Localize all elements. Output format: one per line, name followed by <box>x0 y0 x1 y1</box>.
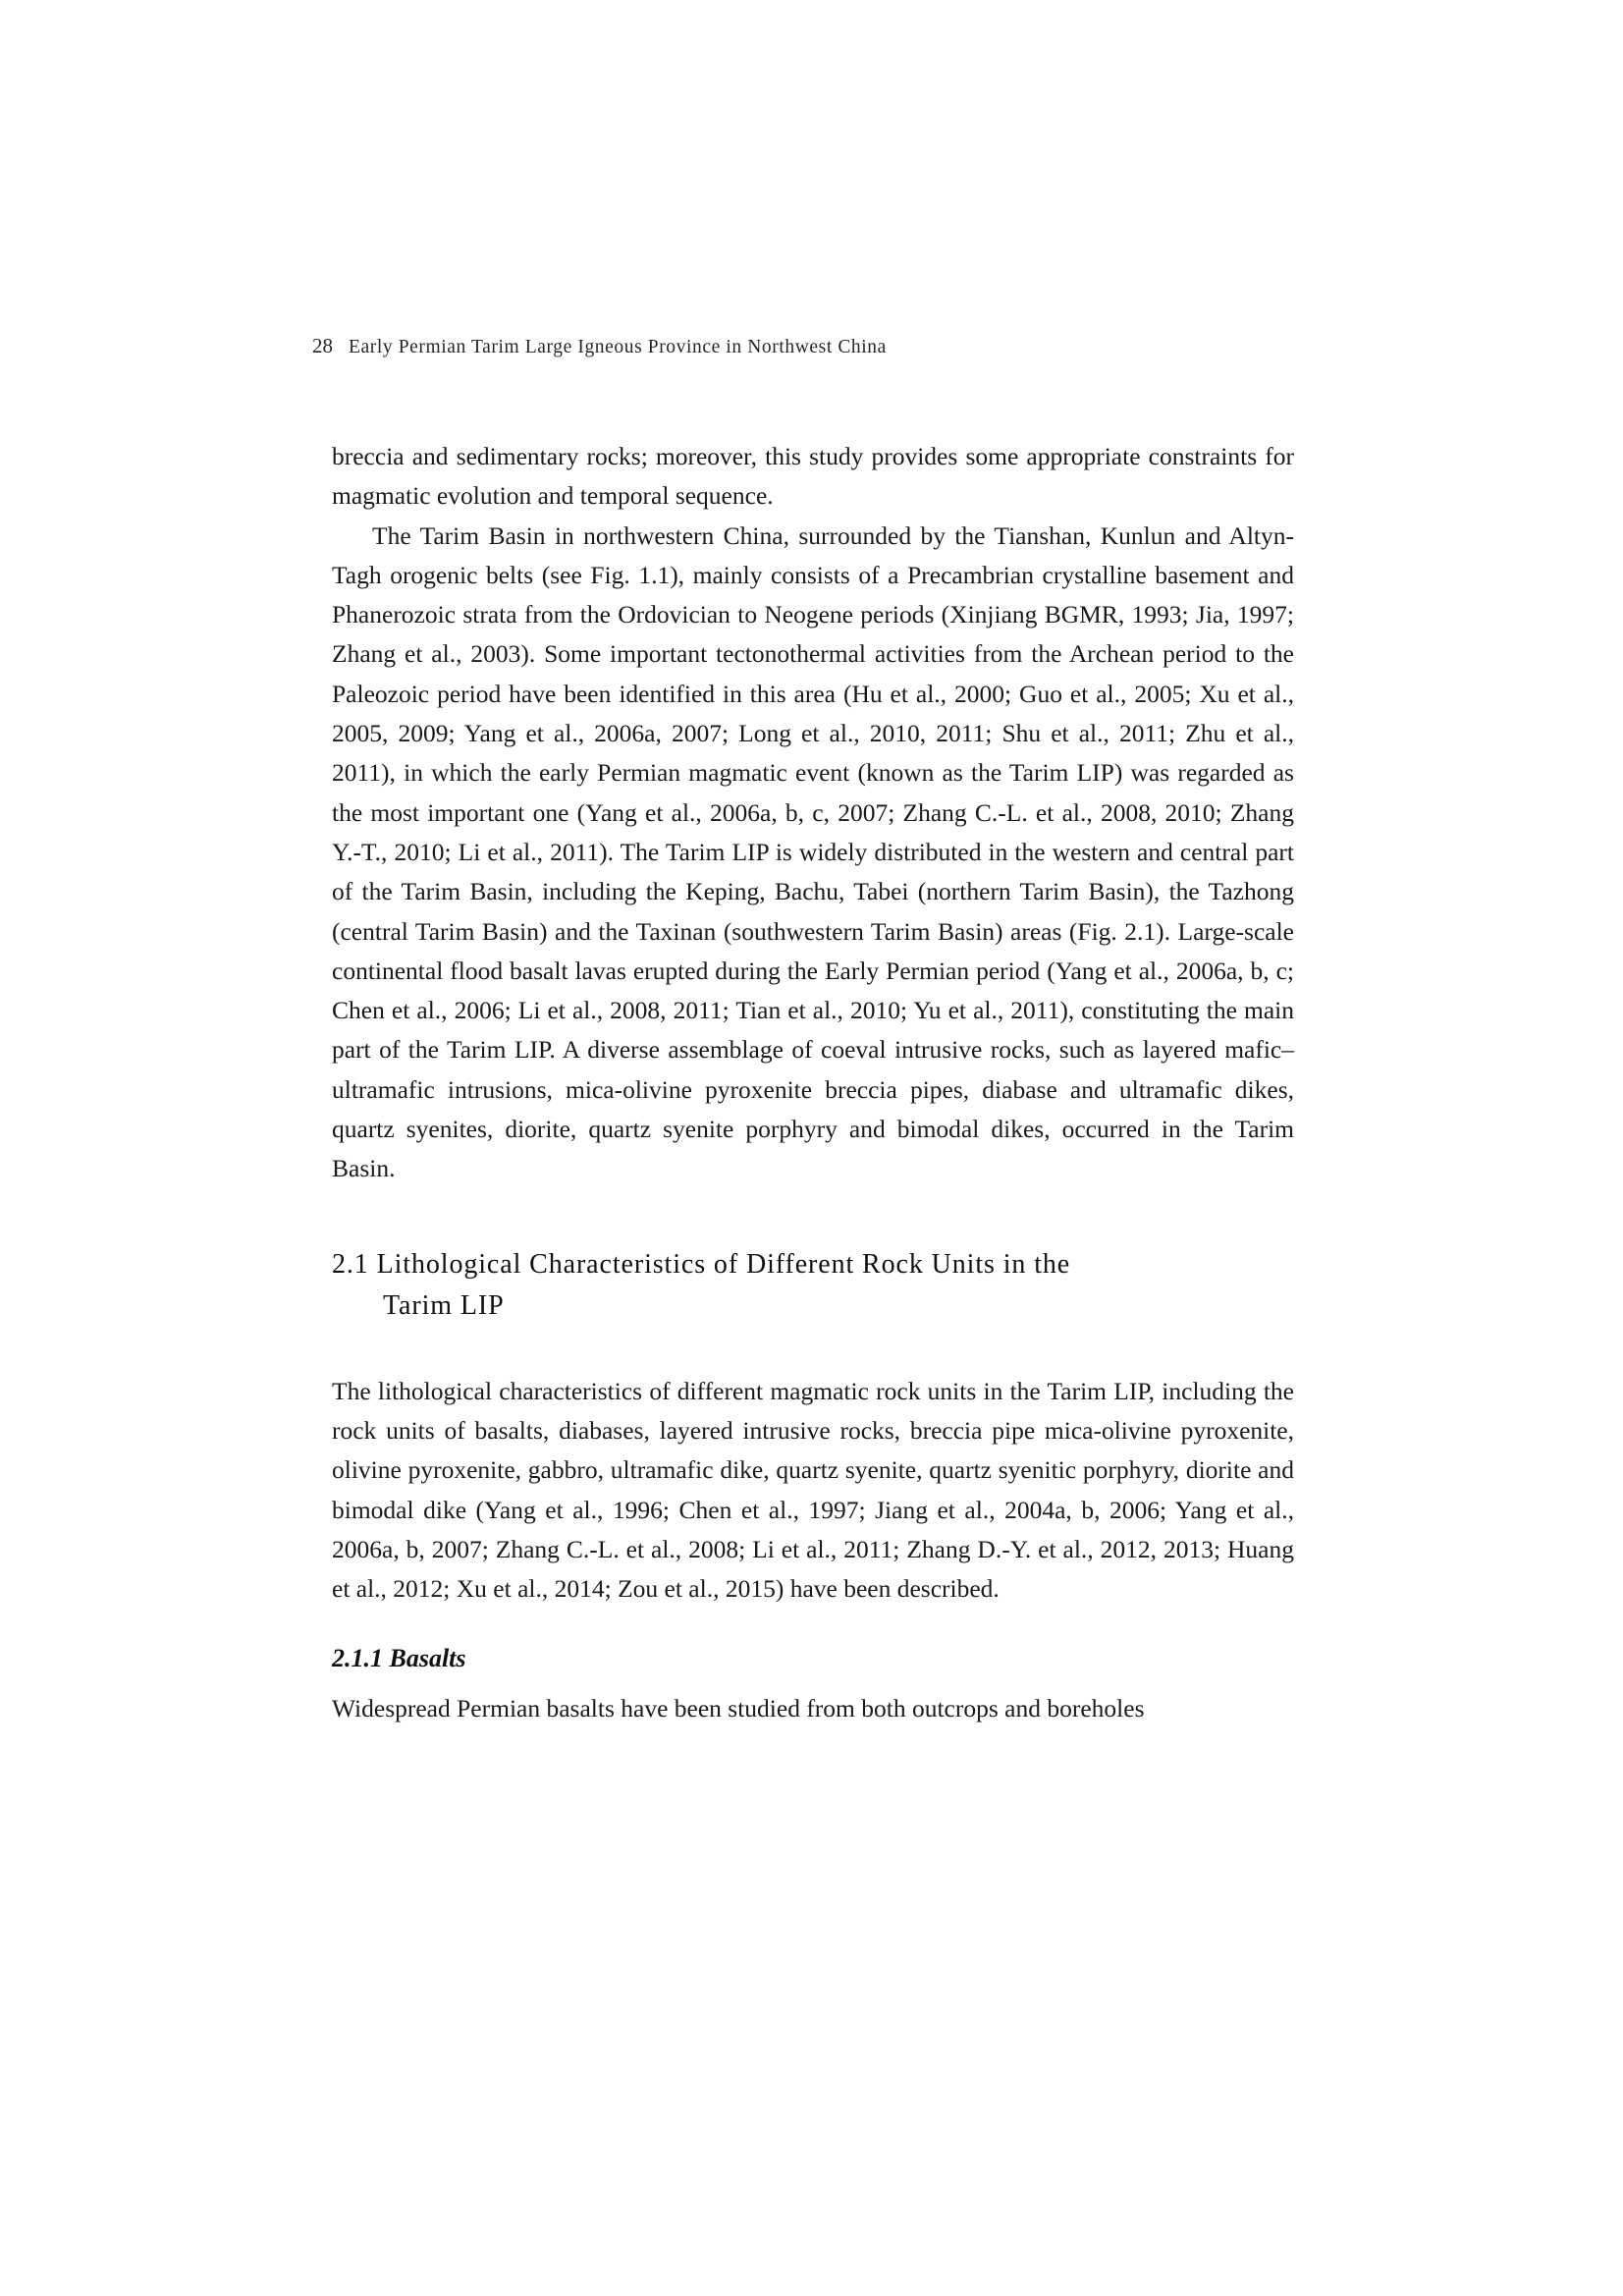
running-head <box>312 334 1353 358</box>
paragraph-4: Widespread Permian basalts have been studied from both outcrops and boreholes <box>332 1694 1145 1723</box>
section-heading-line-2: Tarim LIP <box>383 1289 505 1321</box>
sub-heading-basalts: 2.1.1 Basalts <box>332 1644 466 1673</box>
section-heading-line-1: 2.1 Lithological Characteristics of Different Rock Units in the <box>332 1248 1071 1280</box>
running-head-title: Early Permian Tarim Large Igneous Province in Northwest China <box>349 337 887 357</box>
paragraph-3: The lithological characteristics of different magmatic rock units in the Tarim LIP, including the rock units of basalts, diabases, layered intrusive rocks, breccia pipe mica-olivine pyroxenite, olivine pyroxenite, gabbro, ultramafic dike, quartz syenite, quartz syenitic porphyry, diorite and bimodal dike (Yang et al., 1996; Chen et al., 1997; Jiang et al., 2004a, b, 2006; Yang et al., 2006a, b, 2007; Zhang C.-L. et al., 2008; Li et al., 2011; Zhang D.-Y. et al., 2012, 2013; Huang et al., 2012; Xu et al., 2014; Zou et al., 2015) have been described. <box>332 1376 1294 1604</box>
page-body <box>332 437 1294 1729</box>
paragraph-1: breccia and sedimentary rocks; moreover, this study provides some appropriate constraints for magmatic evolution and temporal sequence. <box>332 442 1294 511</box>
page-number: 28 <box>312 334 333 357</box>
paragraph-2: The Tarim Basin in northwestern China, surrounded by the Tianshan, Kunlun and Altyn-Tagh orogenic belts (see Fig. 1.1), mainly consists of a Precambrian crystalline basement and Phanerozoic strata from the Ordovician to Neogene periods (Xinjiang BGMR, 1993; Jia, 1997; Zhang et al., 2003). Some important tectonothermal activities from the Archean period to the Paleozoic period have been identified in this area (Hu et al., 2000; Guo et al., 2005; Xu et al., 2005, 2009; Yang et al., 2006a, 2007; Long et al., 2010, 2011; Shu et al., 2011; Zhu et al., 2011), in which the early Permian magmatic event (known as the Tarim LIP) was regarded as the most important one (Yang et al., 2006a, b, c, 2007; Zhang C.-L. et al., 2008, 2010; Zhang Y.-T., 2010; Li et al., 2011). The Tarim LIP is widely distributed in the western and central part of the Tarim Basin, including the Keping, Bachu, Tabei (northern Tarim Basin), the Tazhong (central Tarim Basin) and the Taxinan (southwestern Tarim Basin) areas (Fig. 2.1). Large-scale continental flood basalt lavas erupted during the Early Permian period (Yang et al., 2006a, b, c; Chen et al., 2006; Li et al., 2008, 2011; Tian et al., 2010; Yu et al., 2011), constituting the main part of the Tarim LIP. A diverse assemblage of coeval intrusive rocks, such as layered mafic–ultramafic intrusions, mica-olivine pyroxenite breccia pipes, diabase and ultramafic dikes, quartz syenites, diorite, quartz syenite porphyry and bimodal dikes, occurred in the Tarim Basin. <box>332 520 1294 1183</box>
section-heading <box>332 1189 1294 1331</box>
